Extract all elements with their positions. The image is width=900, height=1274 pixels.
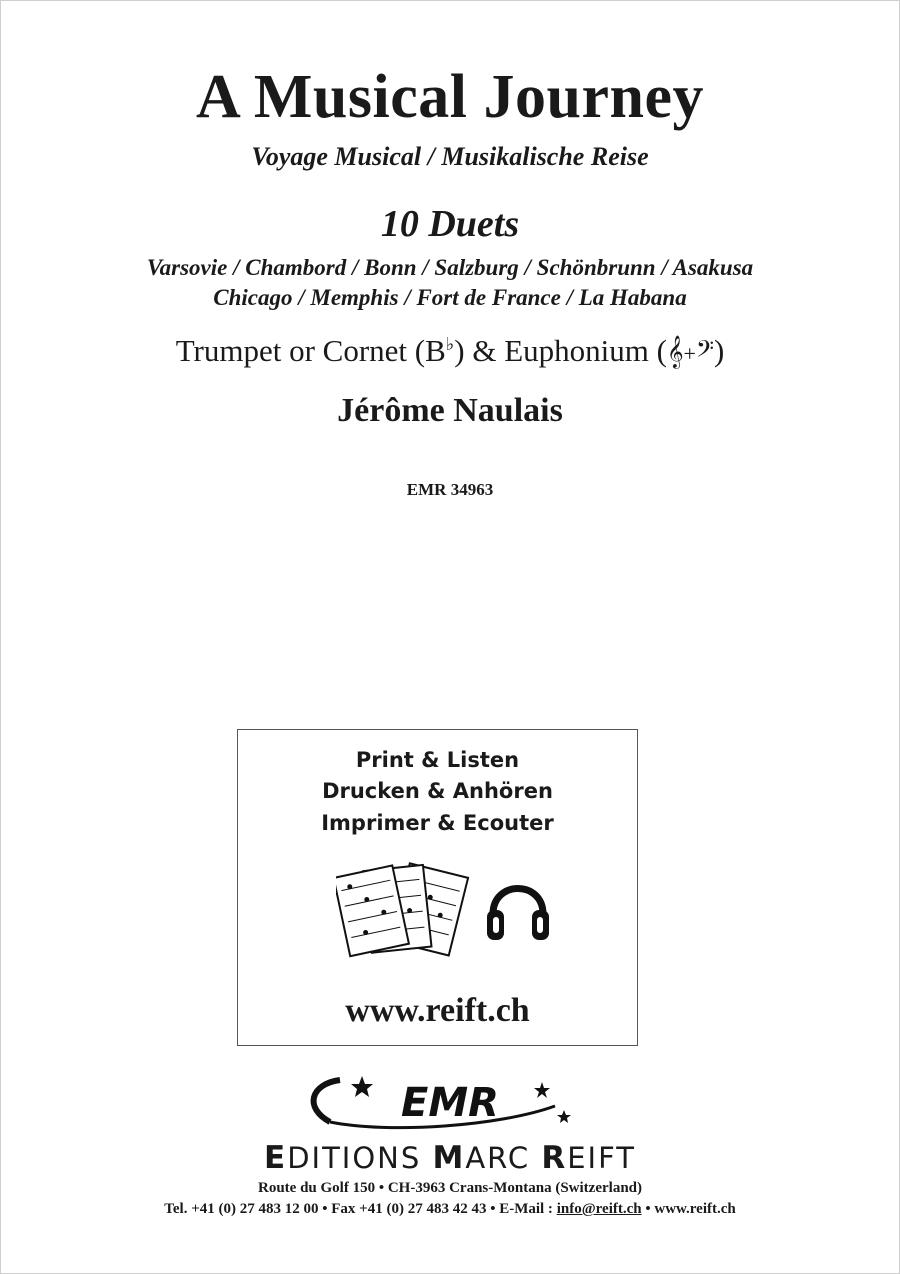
- print-listen-box: [237, 729, 638, 1046]
- promo-line-english: Print & Listen: [355, 748, 520, 772]
- publisher-name-part: DITIONS: [287, 1141, 433, 1175]
- contact-prefix: Tel. +41 (0) 27 483 12 00 • Fax +41 (0) 27 483 42 43 • E-Mail :: [164, 1201, 557, 1217]
- instrumentation-part-3: ): [713, 333, 725, 368]
- promo-line-german: Drucken & Anhören: [322, 779, 553, 803]
- bass-clef-icon: 𝄢: [695, 335, 714, 368]
- instrumentation-part-2: ) & Euphonium (: [454, 333, 667, 368]
- treble-clef-icon: 𝄞: [666, 335, 684, 368]
- email-link[interactable]: info@reift.ch: [556, 1201, 642, 1217]
- subtitle: Voyage Musical / Musikalische Reise: [251, 142, 649, 171]
- cities-line-2: Chicago / Memphis / Fort de France / La Habana: [213, 285, 687, 310]
- emr-logo: [300, 1072, 580, 1136]
- publisher-name-part: M: [432, 1140, 466, 1176]
- publisher-name-part: ARC: [465, 1141, 542, 1175]
- publisher-name: [0, 1140, 900, 1176]
- headphones-icon: [485, 870, 551, 946]
- publisher-name-part: E: [264, 1140, 288, 1176]
- duets-heading: 10 Duets: [380, 203, 520, 245]
- publisher-address: Route du Golf 150 • CH-3963 Crans-Montana (Switzerland): [258, 1180, 642, 1196]
- composer-name: Jérôme Naulais: [337, 392, 563, 429]
- instrumentation-part-1: Trumpet or Cornet (B: [175, 333, 446, 368]
- publisher-name-part: EIFT: [567, 1141, 636, 1175]
- publisher-contact: [0, 1201, 900, 1218]
- publisher-name-part: R: [541, 1140, 568, 1176]
- flat-symbol: ♭: [445, 334, 455, 354]
- page-title: A Musical Journey: [196, 63, 704, 131]
- cities-line-1: Varsovie / Chambord / Bonn / Salzburg / Schönbrunn / Asakusa: [146, 255, 754, 280]
- clef-plus: +: [683, 341, 696, 366]
- promo-line-french: Imprimer & Ecouter: [321, 811, 554, 835]
- instrumentation: [0, 333, 900, 369]
- catalog-number: EMR 34963: [406, 480, 494, 499]
- promo-url: www.reift.ch: [345, 992, 530, 1029]
- logo-text: EMR: [401, 1080, 499, 1126]
- contact-suffix: • www.reift.ch: [641, 1201, 736, 1217]
- sheet-music-icon: [336, 860, 471, 960]
